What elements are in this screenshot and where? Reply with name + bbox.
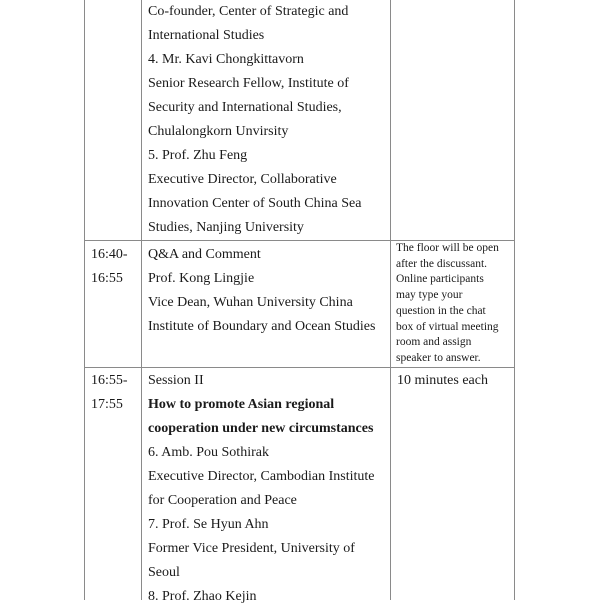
column-divider-notes [390, 0, 391, 600]
speaker-affiliation: Institute of Boundary and Ocean Studies [148, 319, 376, 334]
speaker-affiliation: Executive Director, Cambodian Institute [148, 469, 375, 484]
note-text: 10 minutes each [397, 373, 488, 388]
speaker-affiliation: Former Vice President, University of [148, 541, 355, 556]
speaker-name: 4. Mr. Kavi Chongkittavorn [148, 52, 304, 67]
time-start: 16:40- [91, 247, 128, 262]
speaker-affiliation: International Studies [148, 28, 265, 43]
speaker-affiliation: Executive Director, Collaborative [148, 172, 337, 187]
speaker-affiliation: Security and International Studies, [148, 100, 342, 115]
note-text: box of virtual meeting [396, 320, 499, 333]
note-text: Online participants [396, 273, 484, 286]
speaker-name: 5. Prof. Zhu Feng [148, 148, 248, 163]
table-border-left [84, 0, 85, 600]
row-divider [84, 367, 515, 368]
table-border-right [514, 0, 515, 600]
speaker-affiliation: Chulalongkorn Unvirsity [148, 124, 289, 139]
speaker-name: 7. Prof. Se Hyun Ahn [148, 517, 269, 532]
time-start: 16:55- [91, 373, 128, 388]
time-end: 16:55 [91, 271, 123, 286]
session-title: How to promote Asian regional [148, 397, 335, 412]
note-text: speaker to answer. [396, 351, 481, 364]
speaker-affiliation: Senior Research Fellow, Institute of [148, 76, 349, 91]
speaker-affiliation: Co-founder, Center of Strategic and [148, 4, 349, 19]
speaker-affiliation: Seoul [148, 565, 180, 580]
note-text: may type your [396, 289, 463, 302]
note-text: The floor will be open [396, 242, 499, 254]
agenda-item-title: Q&A and Comment [148, 247, 261, 262]
note-text: room and assign [396, 336, 472, 349]
session-label: Session II [148, 373, 204, 388]
speaker-name: 6. Amb. Pou Sothirak [148, 445, 269, 460]
session-title: cooperation under new circumstances [148, 421, 374, 436]
speaker-affiliation: Studies, Nanjing University [148, 220, 304, 235]
time-end: 17:55 [91, 397, 123, 412]
speaker-name: 8. Prof. Zhao Kejin [148, 589, 257, 604]
speaker-affiliation: Vice Dean, Wuhan University China [148, 295, 353, 310]
speaker-affiliation: for Cooperation and Peace [148, 493, 297, 508]
note-text: after the discussant. [396, 257, 488, 270]
speaker-affiliation: Innovation Center of South China Sea [148, 196, 362, 211]
speaker-name: Prof. Kong Lingjie [148, 271, 255, 286]
note-text: question in the chat [396, 304, 486, 317]
column-divider-time [141, 0, 142, 600]
